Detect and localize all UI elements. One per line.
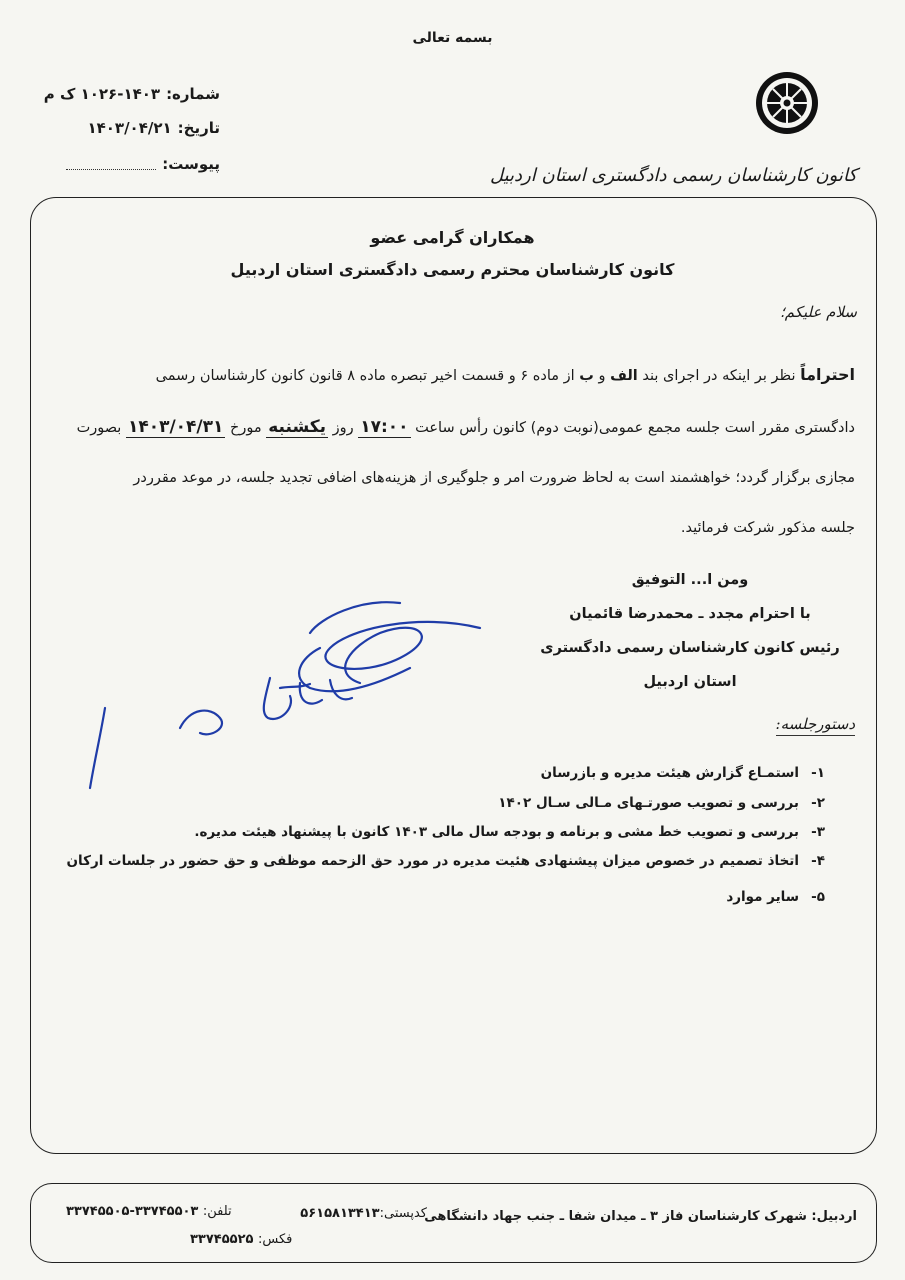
attachment-row <box>40 155 220 173</box>
greeting: سلام علیکم؛ <box>779 303 857 321</box>
date-row <box>40 119 220 137</box>
body-line-1 <box>45 365 855 384</box>
agenda-item-text: بررسی و تصویب صورتـهای مـالی سـال ۱۴۰۲ <box>498 795 799 811</box>
phone-label: تلفن: <box>202 1204 232 1219</box>
number-label: شماره: <box>166 85 220 103</box>
postal-label: کدپستی: <box>379 1206 427 1221</box>
agenda-item <box>541 765 825 781</box>
meeting-date: ۱۴۰۳/۰۴/۳۱ <box>127 417 224 437</box>
date-label: تاریخ: <box>177 119 220 137</box>
recipient-line-2: کانون کارشناسان محترم رسمی دادگستری استان اردبیل <box>230 260 675 279</box>
body-text: دادگستری مقرر است جلسه مجمع عمومی(نوبت دوم) کانون رأس ساعت <box>410 420 855 436</box>
agenda-item-number: ۱- <box>811 765 825 781</box>
body-text: از ماده ۶ و قسمت اخیر تبصره ماده ۸ قانون کانون کارشناسان رسمی <box>155 368 580 384</box>
body-line-3: مجازی برگزار گردد؛ خواهشمند است به لحاظ ضرورت امر و جلوگیری از هزینه‌های اضافی تجدید جلسه، در موعد مقرردر <box>133 470 855 486</box>
org-name: کانون کارشناسان رسمی دادگستری استان اردبیل <box>489 165 857 186</box>
recipient-line-1: همکاران گرامی عضو <box>370 228 535 247</box>
signatory-regards: با احترام مجدد ـ محمدرضا قائمیان <box>569 606 811 622</box>
agenda-item <box>726 889 825 905</box>
number-row <box>40 85 220 103</box>
body-text: نظر بر اینکه در اجرای بند <box>637 368 801 384</box>
agenda-item-number: ۲- <box>811 795 825 811</box>
date-value: ۱۴۰۳/۰۴/۲۱ <box>87 119 172 137</box>
footer-address: اردبیل: شهرک کارشناسان فاز ۳ ـ میدان شفا ـ جنب جهاد دانشگاهی <box>424 1209 857 1224</box>
agenda-item-number: ۳- <box>811 824 825 840</box>
agenda-title: دستورجلسه: <box>776 715 855 736</box>
agenda-item <box>194 824 825 840</box>
footer-fax <box>190 1232 292 1247</box>
body-text: مورخ <box>225 420 267 436</box>
agenda-item-text: اتخاذ تصمیم در خصوص میزان پیشنهادی هئیت مدیره در مورد حق الزحمه موظفی و حق حضور در جلسات ارکان <box>66 853 799 869</box>
bismillah-heading: بسمه تعالی <box>412 30 493 46</box>
meeting-time: ۱۷:۰۰ <box>360 417 409 437</box>
footer-phone <box>66 1204 232 1219</box>
fax-value: ۳۳۷۴۵۵۲۵ <box>190 1232 254 1247</box>
agenda-item-number: ۴- <box>811 853 825 869</box>
body-text: روز <box>328 420 359 436</box>
body-text: بصورت <box>76 420 126 436</box>
number-value: ۱۴۰۳-۱۰۲۶ ک م <box>43 85 161 103</box>
agenda-item-text: سایر موارد <box>726 889 799 905</box>
letter-meta <box>40 85 220 185</box>
attachment-label: پیوست: <box>162 155 220 173</box>
handwritten-signature-icon <box>60 588 500 798</box>
signatory-title: رئیس کانون کارشناسان رسمی دادگستری <box>540 640 840 656</box>
body-line-2 <box>45 417 855 437</box>
footer-postal <box>300 1206 427 1221</box>
body-text: و <box>593 368 611 384</box>
agenda-item-text: استمـاع گزارش هیئت مدیره و بازرسان <box>540 765 799 781</box>
meeting-day: یکشنبه <box>268 417 327 437</box>
agenda-item <box>498 795 825 811</box>
agenda-item <box>67 853 826 869</box>
signatory-province: استان اردبیل <box>643 674 737 690</box>
agenda-item-number: ۵- <box>811 889 825 905</box>
phone-value: ۳۳۷۴۵۵۰۳-۳۳۷۴۵۵۰۵ <box>66 1204 199 1219</box>
fax-label: فکس: <box>258 1232 293 1247</box>
clause-be: ب <box>579 368 594 384</box>
postal-value: ۵۶۱۵۸۱۳۴۱۳ <box>300 1206 380 1221</box>
attachment-blank <box>66 159 156 170</box>
body-opening: احتراماً <box>800 365 855 384</box>
closing-phrase: ومن ا... التوفیق <box>631 572 749 588</box>
org-logo-icon <box>754 70 820 136</box>
agenda-item-text: بررسی و تصویب خط مشی و برنامه و بودجه سال مالی ۱۴۰۳ کانون با پیشنهاد هیئت مدیره. <box>194 824 799 840</box>
clause-alef: الف <box>610 368 638 384</box>
body-line-4: جلسه مذکور شرکت فرمائید. <box>680 520 855 536</box>
